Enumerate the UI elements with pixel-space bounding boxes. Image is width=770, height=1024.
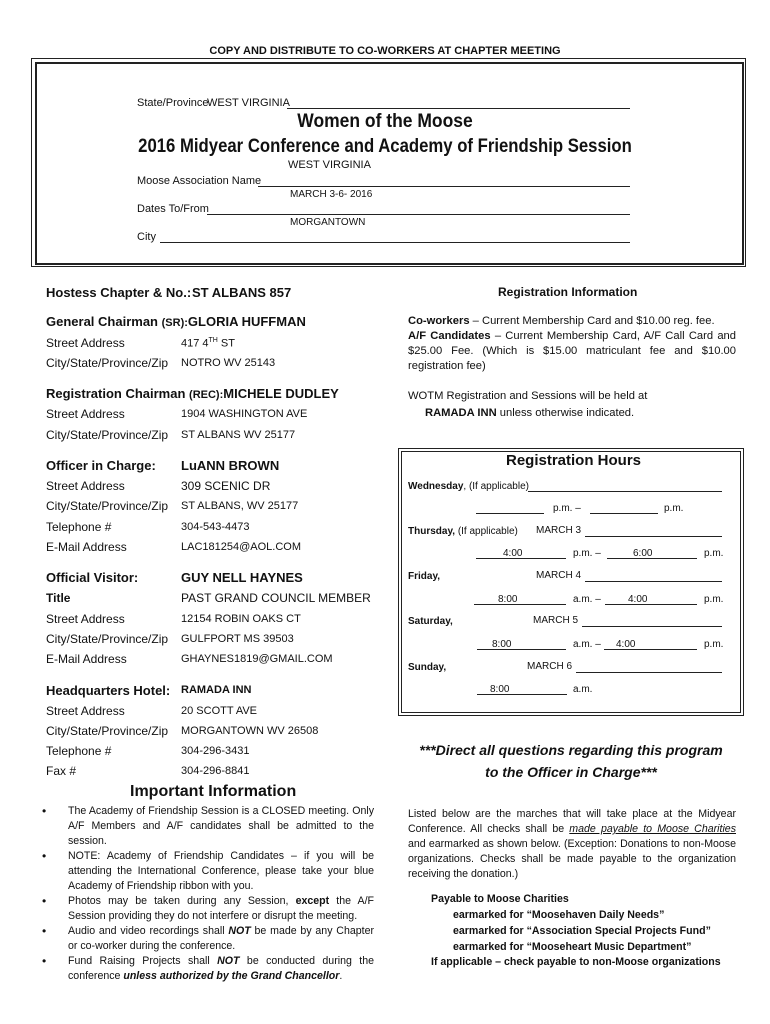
thu-label: Thursday, (If applicable) [408, 526, 518, 537]
sun-date-line [576, 672, 722, 673]
thu-start-line [476, 558, 566, 559]
wotm-text: WOTM Registration and Sessions will be held at [408, 390, 648, 402]
fri-suf: p.m. [704, 594, 724, 605]
vis-title: PAST GRAND COUNCIL MEMBER [181, 591, 371, 605]
city-label: City [137, 231, 156, 243]
sun-start-line [477, 694, 567, 695]
earmark-3: earmarked for “Mooseheart Music Department” [453, 941, 692, 953]
venue-line: RAMADA INN unless otherwise indicated. [425, 407, 635, 419]
important-item: • Audio and video recordings shall NOT be made by any Chapter or co-worker during the conference. [38, 924, 374, 954]
city-line [160, 242, 630, 243]
hq-street: 20 SCOTT AVE [181, 705, 258, 717]
sun-suf: a.m. [573, 684, 593, 695]
fri-date-line [585, 581, 722, 582]
important-item: • Photos may be taken during any Session, except the A/F Session providing they do not interfere or disrupt the meeting. [38, 894, 374, 924]
fri-start[interactable]: 8:00 [498, 594, 518, 605]
gc-street-label: Street Address [46, 336, 125, 350]
dates-label: Dates To/From [137, 203, 209, 215]
fri-end[interactable]: 4:00 [628, 594, 648, 605]
title-conference: 2016 Midyear Conference and Academy of Friendship Session [138, 136, 632, 157]
wed-mid: p.m. – [553, 503, 581, 514]
sat-start-line [477, 649, 566, 650]
hostess-value: ST ALBANS 857 [192, 285, 292, 300]
rc-csz: ST ALBANS WV 25177 [181, 429, 296, 441]
state-label: State/Province [137, 97, 209, 109]
off-street-label: Street Address [46, 479, 125, 493]
rc-street-label: Street Address [46, 407, 125, 421]
sun-start[interactable]: 8:00 [490, 684, 510, 695]
fri-start-line [474, 604, 566, 605]
officer-name: LuANN BROWN [181, 458, 280, 473]
off-tel-label: Telephone # [46, 520, 112, 534]
thu-suf: p.m. [704, 548, 724, 559]
vis-title-label: Title [46, 591, 71, 605]
off-email-label: E-Mail Address [46, 540, 127, 554]
fri-date[interactable]: MARCH 4 [536, 570, 582, 581]
visitor-label: Official Visitor: [46, 570, 139, 585]
hq-label: Headquarters Hotel: [46, 683, 171, 698]
wed-end[interactable] [590, 513, 658, 514]
important-item: • The Academy of Friendship Session is a CLOSED meeting. Only A/F Members and A/F candidates shall be admitted to the session. [38, 804, 374, 849]
if-applicable: If applicable – check payable to non-Moose organizations [431, 956, 721, 968]
vis-csz-label: City/State/Province/Zip [46, 632, 169, 646]
off-tel: 304-543-4473 [181, 521, 250, 533]
hours-title: Registration Hours [506, 452, 642, 469]
assoc-line [258, 186, 630, 187]
gc-csz: NOTRO WV 25143 [181, 357, 276, 369]
earmark-1: earmarked for “Moosehaven Daily Needs” [453, 909, 665, 921]
assoc-label: Moose Association Name [137, 175, 262, 187]
sat-end-line [604, 649, 697, 650]
fri-label: Friday, [408, 571, 441, 582]
thu-start[interactable]: 4:00 [503, 548, 523, 559]
direct-line2: to the Officer in Charge*** [485, 764, 657, 780]
thu-date[interactable]: MARCH 3 [536, 525, 582, 536]
fri-mid: a.m. – [573, 594, 601, 605]
earmark-2: earmarked for “Association Special Projects Fund” [453, 925, 711, 937]
hq-street-label: Street Address [46, 704, 125, 718]
sat-date[interactable]: MARCH 5 [533, 615, 579, 626]
off-email: LAC181254@AOL.COM [181, 541, 302, 553]
hostess-label: Hostess Chapter & No.: [46, 285, 192, 300]
off-csz: ST ALBANS, WV 25177 [181, 500, 299, 512]
title-women-of-moose: Women of the Moose [297, 111, 473, 132]
vis-street: 12154 ROBIN OAKS CT [181, 613, 301, 625]
city-value[interactable]: MORGANTOWN [290, 217, 366, 228]
wed-suf: p.m. [664, 503, 684, 514]
dates-line [207, 214, 630, 215]
important-title: Important Information [130, 783, 297, 800]
registration-chairman-label: Registration Chairman (REC):MICHELE DUDLEY [46, 386, 339, 401]
rc-csz-label: City/State/Province/Zip [46, 428, 169, 442]
important-item: • Fund Raising Projects shall NOT be conducted during the conference unless authorized by the Grand Chancellor. [38, 954, 374, 984]
hq-tel: 304-296-3431 [181, 745, 250, 757]
marches-text: Listed below are the marches that will take place at the Midyear Conference. All checks shall be made payable to Moose Charities and earmarked as shown below. (Exception: Donations to non-Moose organizations. Checks shall be made payable to the organization receiving the donation.) [408, 808, 736, 880]
state-value[interactable]: WEST VIRGINIA [207, 97, 290, 109]
dates-value[interactable]: MARCH 3-6- 2016 [290, 189, 373, 200]
rc-street: 1904 WASHINGTON AVE [181, 408, 308, 420]
sun-date[interactable]: MARCH 6 [527, 661, 573, 672]
important-item: • NOTE: Academy of Friendship Candidates – if you will be attending the International Conference, please take your blue Academy of Friendship ribbon with you. [38, 849, 374, 894]
sat-start[interactable]: 8:00 [492, 639, 512, 650]
off-csz-label: City/State/Province/Zip [46, 499, 169, 513]
hq-fax: 304-296-8841 [181, 765, 250, 777]
sat-mid: a.m. – [573, 639, 601, 650]
sun-label: Sunday, [408, 662, 447, 673]
gc-csz-label: City/State/Province/Zip [46, 356, 169, 370]
thu-mid: p.m. – [573, 548, 601, 559]
vis-email: GHAYNES1819@GMAIL.COM [181, 653, 333, 665]
off-street: 309 SCENIC DR [181, 479, 271, 493]
important-list [38, 804, 374, 984]
wed-label: Wednesday, (If applicable) [408, 481, 529, 492]
thu-end[interactable]: 6:00 [633, 548, 653, 559]
sat-suf: p.m. [704, 639, 724, 650]
thu-end-line [607, 558, 697, 559]
assoc-value[interactable]: WEST VIRGINIA [288, 159, 371, 171]
gc-street: 417 4TH ST [181, 337, 235, 350]
vis-email-label: E-Mail Address [46, 652, 127, 666]
hq-fax-label: Fax # [46, 764, 77, 778]
reg-info-title: Registration Information [498, 285, 638, 299]
hq-tel-label: Telephone # [46, 744, 112, 758]
payable-to: Payable to Moose Charities [431, 893, 569, 905]
direct-line1: ***Direct all questions regarding this program [419, 742, 723, 758]
reg-info-text: Co-workers – Current Membership Card and $10.00 reg. fee. A/F Candidates – Current Membership Card, A/F Call Card and $25.00 Fee. (Which is $15.00 matriculant fee and $10.00 registration fee) [408, 315, 736, 372]
vis-street-label: Street Address [46, 612, 125, 626]
fri-end-line [605, 604, 697, 605]
wed-start[interactable] [476, 513, 544, 514]
vis-csz: GULFPORT MS 39503 [181, 633, 294, 645]
thu-date-line [585, 536, 722, 537]
hq-csz-label: City/State/Province/Zip [46, 724, 169, 738]
wed-line[interactable] [528, 491, 722, 492]
hq-name: RAMADA INN [181, 684, 252, 696]
top-note: COPY AND DISTRIBUTE TO CO-WORKERS AT CHAPTER MEETING [209, 45, 561, 57]
officer-label: Officer in Charge: [46, 458, 156, 473]
state-line [287, 108, 630, 109]
sat-label: Saturday, [408, 616, 453, 627]
sat-end[interactable]: 4:00 [616, 639, 636, 650]
visitor-name: GUY NELL HAYNES [181, 570, 303, 585]
general-chairman-label: General Chairman (SR):GLORIA HUFFMAN [46, 314, 306, 329]
sat-date-line [582, 626, 722, 627]
hq-csz: MORGANTOWN WV 26508 [181, 725, 319, 737]
